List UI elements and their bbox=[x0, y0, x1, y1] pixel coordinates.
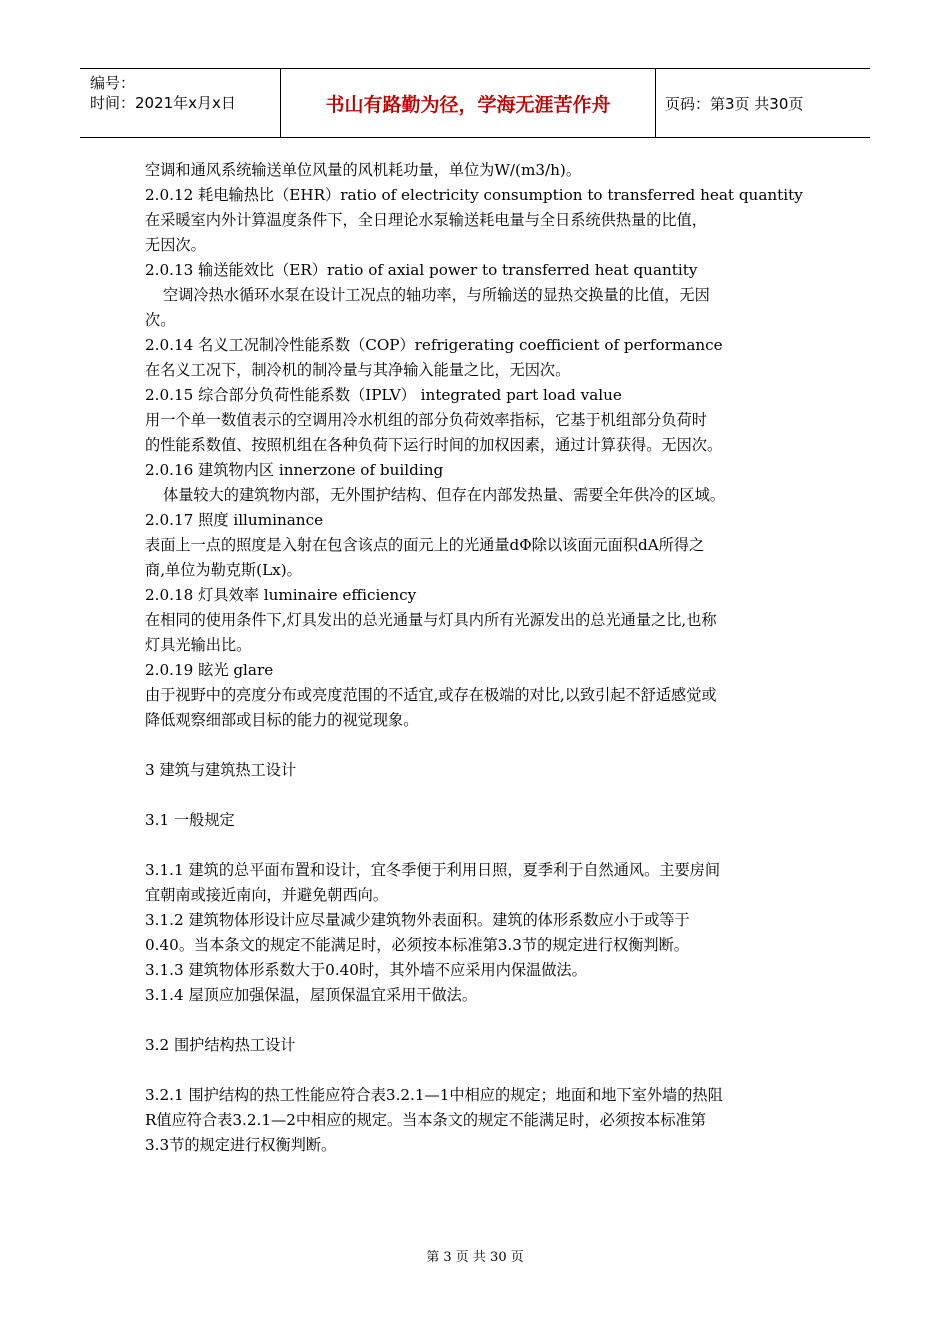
section-heading: 2.0.19 眩光 glare bbox=[145, 661, 274, 679]
text-line: 在采暖室内外计算温度条件下，全日理论水泵输送耗电量与全日系统供热量的比值， bbox=[145, 211, 707, 229]
text-line: 商,单位为勒克斯(Lx)。 bbox=[145, 561, 302, 579]
section-heading: 2.0.15 综合部分负荷性能系数（IPLV） integrated part load value bbox=[145, 386, 622, 404]
page-footer: 第 3 页 共 30 页 bbox=[426, 1250, 524, 1265]
text-line: 3.1.1 建筑的总平面布置和设计，宜冬季便于利用日照，夏季利于自然通风。主要房间 bbox=[145, 861, 721, 879]
text-line: 3.1.2 建筑物体形设计应尽量减少建筑物外表面积。建筑的体形系数应小于或等于 bbox=[145, 911, 690, 929]
header-page-label: 页码：第3页 共30页 bbox=[665, 94, 804, 113]
section-heading: 3.1 一般规定 bbox=[145, 811, 235, 829]
blank-line bbox=[145, 1058, 815, 1083]
text-line: 次。 bbox=[145, 311, 176, 329]
text-line: 降低观察细部或目标的能力的视觉现象。 bbox=[145, 711, 419, 729]
text-line: 用一个单一数值表示的空调用冷水机组的部分负荷效率指标，它基于机组部分负荷时 bbox=[145, 411, 707, 429]
text-line: 0.40。当本条文的规定不能满足时，必须按本标准第3.3节的规定进行权衡判断。 bbox=[145, 936, 689, 954]
text-line: 的性能系数值、按照机组在各种负荷下运行时间的加权因素，通过计算获得。无因次。 bbox=[145, 436, 723, 454]
blank-line bbox=[145, 733, 815, 758]
date-label: 时间：2021年x月x日 bbox=[90, 94, 236, 112]
header-meta bbox=[80, 69, 280, 137]
text-line: 3.1.3 建筑物体形系数大于0.40时，其外墙不应采用内保温做法。 bbox=[145, 961, 587, 979]
number-label: 编号： bbox=[90, 74, 136, 92]
text-line: 空调冷热水循环水泵在设计工况点的轴功率，与所输送的显热交换量的比值，无因 bbox=[163, 286, 710, 304]
text-line: 无因次。 bbox=[145, 236, 206, 254]
text-line: 灯具光输出比。 bbox=[145, 636, 252, 654]
section-heading: 2.0.18 灯具效率 luminaire efficiency bbox=[145, 586, 417, 604]
section-heading: 2.0.16 建筑物内区 innerzone of building bbox=[145, 461, 444, 479]
text-line: 由于视野中的亮度分布或亮度范围的不适宜,或存在极端的对比,以致引起不舒适感觉或 bbox=[145, 686, 717, 704]
text-line: 在相同的使用条件下,灯具发出的总光通量与灯具内所有光源发出的总光通量之比,也称 bbox=[145, 611, 717, 629]
chapter-heading: 3 建筑与建筑热工设计 bbox=[145, 761, 297, 779]
section-heading: 2.0.17 照度 illuminance bbox=[145, 511, 324, 529]
section-heading: 2.0.13 输送能效比（ER）ratio of axial power to transferred heat quantity bbox=[145, 261, 698, 279]
text-line: 在名义工况下，制冷机的制冷量与其净输入能量之比，无因次。 bbox=[145, 361, 571, 379]
text-line: 3.2.1 围护结构的热工性能应符合表3.2.1—1中相应的规定；地面和地下室外墙的热阻 bbox=[145, 1086, 723, 1104]
page-header bbox=[80, 68, 870, 138]
text-line: 3.1.4 屋顶应加强保温，屋顶保温宜采用干做法。 bbox=[145, 986, 478, 1004]
text-line: 3.3节的规定进行权衡判断。 bbox=[145, 1136, 337, 1154]
document-body bbox=[145, 158, 815, 1158]
text-line: 空调和通风系统输送单位风量的风机耗功量，单位为W/(m3/h)。 bbox=[145, 161, 582, 179]
section-heading: 2.0.14 名义工况制冷性能系数（COP）refrigerating coefficient of performance bbox=[145, 336, 723, 354]
blank-line bbox=[145, 1008, 815, 1033]
text-line: R值应符合表3.2.1—2中相应的规定。当本条文的规定不能满足时，必须按本标准第 bbox=[145, 1111, 706, 1129]
section-heading: 3.2 围护结构热工设计 bbox=[145, 1036, 296, 1054]
blank-line bbox=[145, 783, 815, 808]
text-line: 体量较大的建筑物内部，无外围护结构、但存在内部发热量、需要全年供冷的区域。 bbox=[163, 486, 725, 504]
section-heading: 2.0.12 耗电输热比（EHR）ratio of electricity consumption to transferred heat quantity bbox=[145, 186, 803, 204]
text-line: 宜朝南或接近南向，并避免朝西向。 bbox=[145, 886, 388, 904]
text-line: 表面上一点的照度是入射在包含该点的面元上的光通量dΦ除以该面元面积dA所得之 bbox=[145, 536, 705, 554]
header-motto: 书山有路勤为径，学海无涯苦作舟 bbox=[280, 69, 656, 137]
blank-line bbox=[145, 833, 815, 858]
